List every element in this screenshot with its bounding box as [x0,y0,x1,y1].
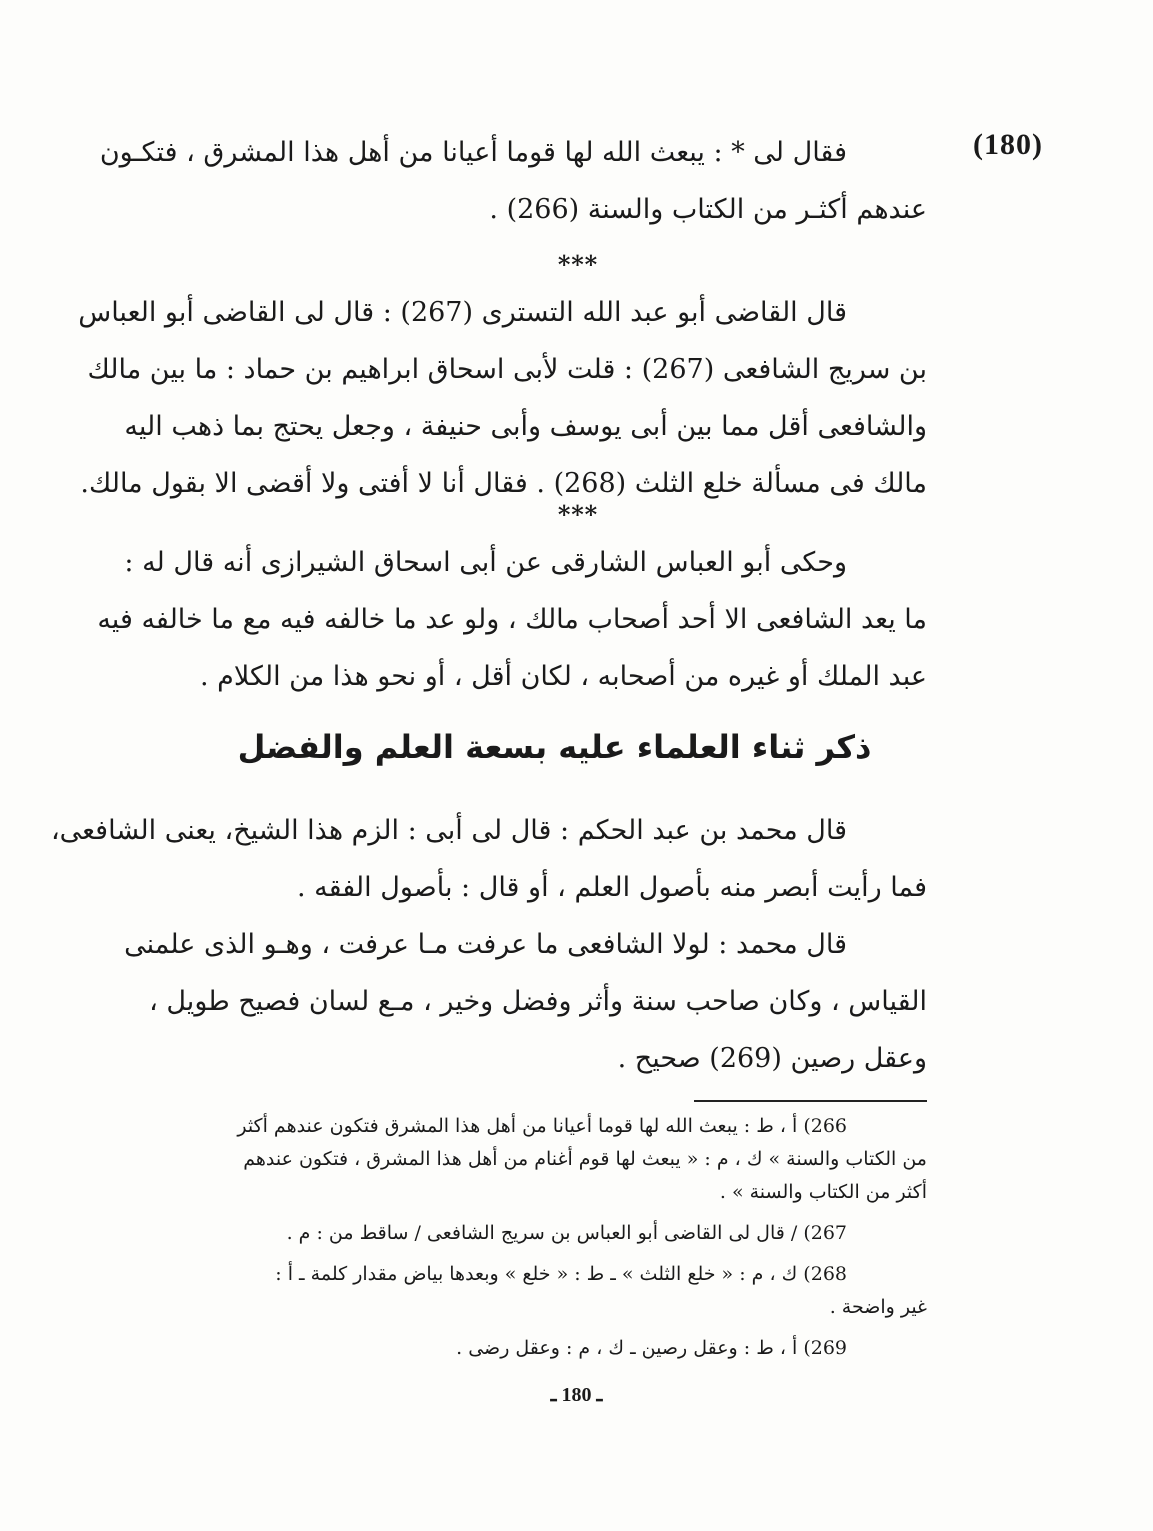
text-line: عبد الملك أو غيره من أصحابه ، لكان أقل ، أو نحو هذا من الكلام . [199,661,927,692]
footnote-268: 268) ك ، م : « خلع الثلث » ـ ط : « خلع » وبعدها بياض مقدار كلمة ـ أ : [275,1263,847,1285]
text-line: والشافعى أقل مما بين أبى يوسف وأبى حنيفة ، وجعل يحتج بما ذهب اليه [124,411,927,442]
text-line: بن سريج الشافعى (267) : قلت لأبى اسحاق ابراهيم بن حماد : ما بين مالك [87,354,927,385]
footnote-divider [694,1100,927,1102]
page-number-top: (180) [973,128,1043,161]
footnote-268-cont: غير واضحة . [829,1296,927,1318]
text-line: فقال لى * : يبعث الله لها قوما أعيانا من أهل هذا المشرق ، فتكـون [99,137,847,168]
paragraph-3 [97,534,927,705]
paragraph-2 [78,284,927,512]
text-line: وحكى أبو العباس الشارقى عن أبى اسحاق الشيرازى أنه قال له : [124,547,847,578]
text-line: قال محمد بن عبد الحكم : قال لى أبى : الزم هذا الشيخ، يعنى الشافعى، [50,815,847,846]
footnote-266-cont: من الكتاب والسنة » ك ، م : « يبعث لها قوم أغنام من أهل هذا المشرق ، فتكون عندهم [243,1148,927,1170]
paragraph-1 [99,124,927,238]
text-line: ما يعد الشافعى الا أحد أصحاب مالك ، ولو عد ما خالفه فيه مع ما خالفه فيه [97,604,927,635]
section-heading: ذكر ثناء العلماء عليه بسعة العلم والفضل [237,728,872,766]
footnote-269: 269) أ ، ط : وعقل رصين ـ ك ، م : وعقل رضى . [456,1337,847,1359]
text-line: قال القاضى أبو عبد الله التسترى (267) : قال لى القاضى أبو العباس [78,297,847,328]
separator-stars: * * * [557,250,596,279]
paragraph-4 [50,802,927,1087]
footnote-266-cont: أكثر من الكتاب والسنة » . [719,1181,927,1203]
text-line: عندهم أكثـر من الكتاب والسنة (266) . [489,194,927,225]
page-number-bottom: ـ 180 ـ [550,1384,603,1406]
text-line: القياس ، وكان صاحب سنة وأثر وفضل وخير ، مـع لسان فصيح طويل ، [149,986,927,1017]
text-line: فما رأيت أبصر منه بأصول العلم ، أو قال : بأصول الفقه . [296,872,927,903]
footnotes [182,1110,927,1365]
footnote-267: 267) / قال لى القاضى أبو العباس بن سريج الشافعى / ساقط من : م . [286,1222,847,1244]
text-line: قال محمد : لولا الشافعى ما عرفت مـا عرفت ، وهـو الذى علمنى [124,929,847,960]
text-line: مالك فى مسألة خلع الثلث (268) . فقال أنا لا أفتى ولا أقضى الا بقول مالك. [80,468,927,499]
footnote-266: 266) أ ، ط : يبعث الله لها قوما أعيانا من أهل هذا المشرق فتكون عندهم أكثر [237,1115,847,1137]
separator-stars: * * * [557,500,596,529]
text-line: وعقل رصين (269) صحيح . [617,1043,927,1074]
